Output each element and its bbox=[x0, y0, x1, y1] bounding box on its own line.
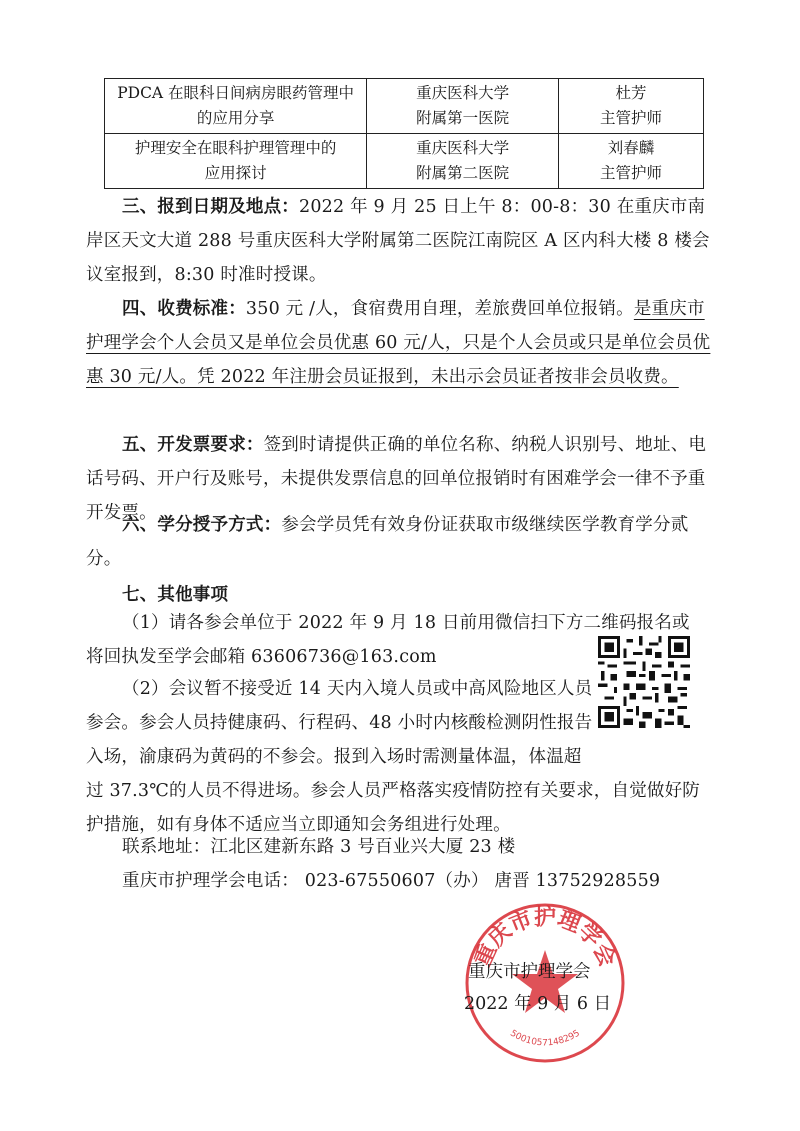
unit-cell: 重庆医科大学 附属第一医院 bbox=[367, 79, 559, 134]
section-body: 参会学员凭有效身份证获取市级继续医学教育学分贰分。 bbox=[86, 515, 689, 569]
topic-cell: PDCA 在眼科日间病房眼药管理中 的应用分享 bbox=[105, 79, 367, 134]
table-row bbox=[105, 79, 704, 134]
seal-number: 5001057148295 bbox=[508, 1028, 582, 1049]
speaker-cell: 刘春麟 主管护师 bbox=[558, 134, 703, 189]
seal-text: 重庆市护理学会 bbox=[469, 904, 621, 971]
section-registration bbox=[86, 190, 714, 292]
other-item-2: （2）会议暂不接受近 14 天内入境人员或中高风险地区人员参会。参会人员持健康码、行程码、48 小时内核酸检测阴性报告入场，渝康码为黄码的不参会。报到入场时需测量体温，体温超过 37.3℃的人员不得进场。参会人员严格落实疫情防控有关要求，自觉做好防护措施，如有身体不适应当立即通知会务组进行处理。 bbox=[86, 679, 701, 835]
section-body: 签到时请提供正确的单位名称、纳税人识别号、地址、电话号码、开户行及账号，未提供发票信息的回单位报销时有困难学会一律不予重开发票。 bbox=[86, 435, 707, 523]
schedule-table bbox=[104, 78, 704, 189]
section-heading: 三、报到日期及地点： bbox=[122, 197, 299, 217]
svg-text:5001057148295 bbox=[508, 1029, 582, 1049]
unit-cell: 重庆医科大学 附属第二医院 bbox=[367, 134, 559, 189]
other-item-1: （1）请各参会单位于 2022 年 9 月 18 日前用微信扫下方二维码报名或将回执发至学会邮箱 63606736@163.com bbox=[86, 613, 690, 667]
section-heading: 五、开发票要求： bbox=[122, 435, 264, 455]
section-heading: 七、其他事项 bbox=[122, 585, 229, 605]
contact-phone: 重庆市护理学会电话： 023-67550607（办） 唐晋 13752928559 bbox=[122, 871, 661, 891]
member-discount-text: 是重庆市护理学会个人会员又是单位会员优惠 60 元/人，只是个人会员或只是单位会员优惠 30 元/人。凭 2022 年注册会员证报到，未出示会员证者按非会员收费。 bbox=[86, 299, 711, 387]
section-body: 350 元 /人，食宿费用自理，差旅费回单位报销。 bbox=[245, 299, 634, 319]
section-credits bbox=[86, 508, 714, 576]
contact-address: 联系地址：江北区建新东路 3 号百业兴大厦 23 楼 bbox=[122, 837, 516, 857]
signature-date: 2022 年 9 月 6 日 bbox=[464, 994, 612, 1014]
section-heading: 六、学分授予方式： bbox=[122, 515, 282, 535]
section-body: 2022 年 9 月 25 日上午 8：00-8：30 在重庆市南岸区天文大道 288 号重庆医科大学附属第二医院江南院区 A 区内科大楼 8 楼会议室报到，8:30 时准时授课。 bbox=[86, 197, 710, 285]
speaker-cell: 杜芳 主管护师 bbox=[558, 79, 703, 134]
section-fees bbox=[86, 292, 714, 394]
section-heading: 四、收费标准： bbox=[122, 299, 246, 319]
qr-code-icon bbox=[598, 636, 690, 728]
registration-qr-code[interactable] bbox=[598, 636, 690, 728]
topic-cell: 护理安全在眼科护理管理中的 应用探讨 bbox=[105, 134, 367, 189]
signature-org: 重庆市护理学会 bbox=[468, 962, 591, 982]
table-row bbox=[105, 134, 704, 189]
